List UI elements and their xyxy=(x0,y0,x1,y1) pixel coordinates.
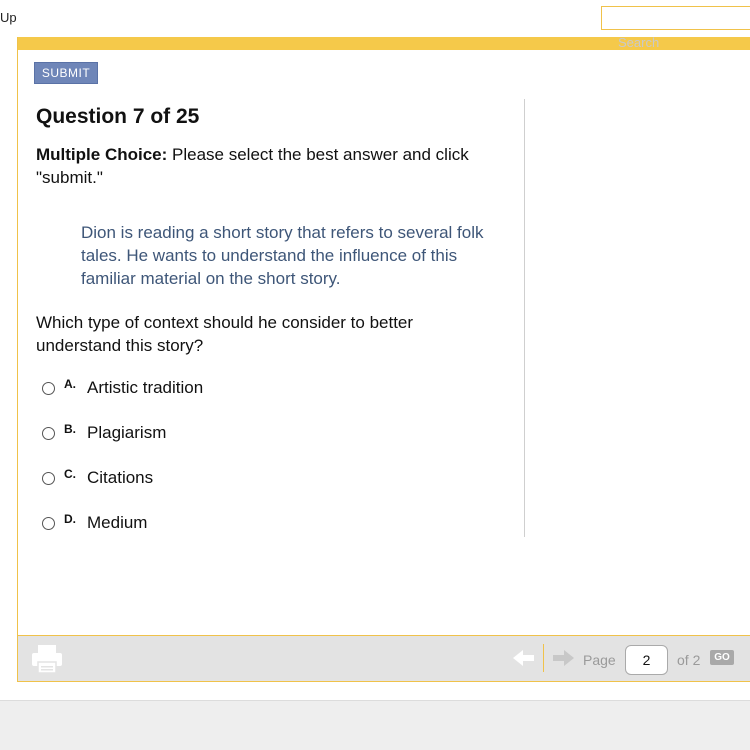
answer-option-a[interactable] xyxy=(42,377,342,401)
radio-button[interactable] xyxy=(42,472,55,485)
option-text: Citations xyxy=(87,468,154,487)
go-button[interactable]: GO xyxy=(710,650,734,665)
answer-option-c[interactable] xyxy=(42,467,342,491)
prev-arrow-icon[interactable] xyxy=(512,648,536,668)
submit-button[interactable]: SUBMIT xyxy=(34,62,98,84)
search-label: Search xyxy=(618,35,660,50)
question-passage: Dion is reading a short story that refers to several folk tales. He wants to understand the influence of this familiar material on the short story. xyxy=(81,223,484,288)
next-arrow-icon[interactable] xyxy=(551,648,575,668)
header-partial-text: Up xyxy=(0,10,17,25)
instructions-text: Please select the best answer and click "submit." xyxy=(36,145,469,187)
column-divider xyxy=(524,99,525,537)
question-prompt: Which type of context should he consider to better understand this story? xyxy=(36,313,414,355)
option-text: Medium xyxy=(87,513,148,532)
option-text: Plagiarism xyxy=(87,423,167,442)
instructions xyxy=(36,143,506,189)
option-letter: B. xyxy=(64,422,76,436)
answer-option-d[interactable] xyxy=(42,512,342,536)
option-letter: C. xyxy=(64,467,76,481)
question-type-label: Multiple Choice: xyxy=(36,145,168,164)
footer-toolbar xyxy=(18,635,750,681)
page-total-label: of 2 xyxy=(677,652,701,668)
question-panel xyxy=(17,37,750,682)
option-text: Artistic tradition xyxy=(87,378,204,397)
page-bottom-area xyxy=(0,700,750,750)
search-input[interactable] xyxy=(601,6,750,30)
question-title: Question 7 of 25 xyxy=(36,105,200,128)
radio-button[interactable] xyxy=(42,517,55,530)
answer-option-b[interactable] xyxy=(42,422,342,446)
option-letter: D. xyxy=(64,512,76,526)
page-label: Page xyxy=(583,652,616,668)
footer-separator xyxy=(543,644,544,672)
radio-button[interactable] xyxy=(42,382,55,395)
page-number-input[interactable] xyxy=(625,645,668,675)
print-icon[interactable] xyxy=(30,643,64,675)
option-letter: A. xyxy=(64,377,76,391)
radio-button[interactable] xyxy=(42,427,55,440)
